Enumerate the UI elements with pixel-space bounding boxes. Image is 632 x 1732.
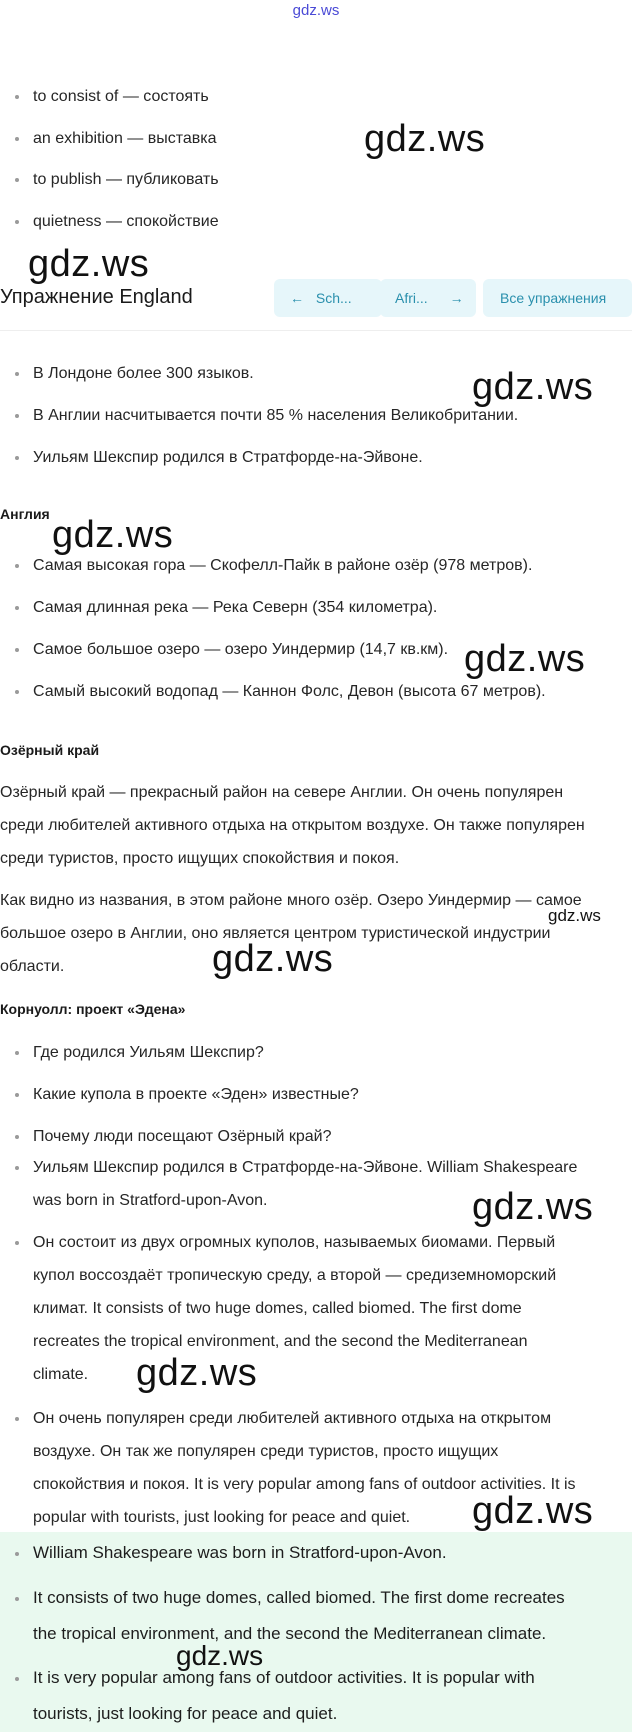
section-heading-cornwall: Корнуолл: проект «Эдена» xyxy=(0,1001,186,1017)
lake-paragraph-1: Озёрный край — прекрасный район на севере Англии. Он очень популярен среди любителей активного отдыха на открытом воздухе. Он также популярен среди туристов, просто ищущих спокойствия и покоя. xyxy=(0,784,585,867)
watermark: gdz.ws xyxy=(212,938,334,980)
answer-item: Он очень популярен среди любителей активного отдыха на открытом воздухе. Он так же популярен среди туристов, просто ищущих спокойствия и покоя. It is very popular among fans of outdoor activities. It is popular with tourists, just looking for peace and quiet. xyxy=(15,1402,576,1534)
england-item: Самая высокая гора — Скофелл-Пайк в районе озёр (978 метров). xyxy=(15,549,532,582)
watermark: gdz.ws xyxy=(548,906,601,925)
fact-item: В Лондоне более 300 языков. xyxy=(15,357,254,390)
watermark: gdz.ws xyxy=(364,118,486,160)
watermark: gdz.ws xyxy=(176,1640,264,1671)
question-item: Какие купола в проекте «Эден» известные? xyxy=(15,1078,359,1111)
next-exercise-button[interactable] xyxy=(380,279,476,317)
vocab-item: an exhibition — выставка xyxy=(15,122,217,155)
vocab-item: to consist of — состоять xyxy=(15,80,209,113)
watermark: gdz.ws xyxy=(464,638,586,680)
final-answer-item: It is very popular among fans of outdoor activities. It is popular with tourists, just looking for peace and quiet. xyxy=(15,1660,535,1732)
final-answer-item: It consists of two huge domes, called biomed. The first dome recreates the tropical environment, and the second the Mediterranean climate. xyxy=(15,1580,565,1652)
all-exercises-button[interactable] xyxy=(483,279,632,317)
england-item: Самый высокий водопад — Каннон Фолс, Девон (высота 67 метров). xyxy=(15,675,546,708)
question-item: Где родился Уильям Шекспир? xyxy=(15,1036,264,1069)
watermark: gdz.ws xyxy=(472,1490,594,1532)
watermark: gdz.ws xyxy=(52,514,174,556)
answer-item: Он состоит из двух огромных куполов, называемых биомами. Первый купол воссоздаёт тропическую среду, а второй — средиземноморский климат. It consists of two huge domes, called biomed. The first dome recreates the tropical environment, and the second the Mediterranean climate. xyxy=(15,1226,556,1391)
prev-exercise-button[interactable] xyxy=(274,279,382,317)
vocab-item: to publish — публиковать xyxy=(15,163,219,196)
lake-paragraph-2: Как видно из названия, в этом районе много озёр. Озеро Уиндермир — самое большое озеро в Англии, оно является центром туристической индустрии области. xyxy=(0,892,582,975)
arrow-right-icon: → xyxy=(449,290,464,306)
england-item: Самая длинная река — Река Северн (354 километра). xyxy=(15,591,437,624)
watermark: gdz.ws xyxy=(136,1352,258,1394)
arrow-left-icon: ← xyxy=(290,290,304,306)
fact-item: Уильям Шекспир родился в Стратфорде-на-Эйвоне. xyxy=(15,441,423,474)
fact-item: В Англии насчитывается почти 85 % населения Великобритании. xyxy=(15,399,518,432)
section-heading-lake: Озёрный край xyxy=(0,742,100,758)
exercise-title: Упражнение England xyxy=(0,286,193,308)
question-item: Почему люди посещают Озёрный край? xyxy=(15,1120,331,1153)
next-exercise-label: Afri... xyxy=(395,290,428,306)
final-answer-item: William Shakespeare was born in Stratford-upon-Avon. xyxy=(15,1535,447,1571)
vocab-item: quietness — спокойствие xyxy=(15,205,219,238)
prev-exercise-label: Sch... xyxy=(315,290,352,306)
watermark: gdz.ws xyxy=(472,1186,594,1228)
all-exercises-label: Все упражнения xyxy=(500,290,607,306)
header-divider xyxy=(0,330,632,331)
section-heading-england: Англия xyxy=(0,506,50,522)
watermark: gdz.ws xyxy=(28,243,150,285)
answer-item: Уильям Шекспир родился в Стратфорде-на-Эйвоне. William Shakespeare was born in Stratford-upon-Avon. xyxy=(15,1151,577,1217)
site-watermark-top: gdz.ws xyxy=(292,2,340,19)
watermark: gdz.ws xyxy=(472,366,594,408)
england-item: Самое большое озеро — озеро Уиндермир (14,7 кв.км). xyxy=(15,633,448,666)
